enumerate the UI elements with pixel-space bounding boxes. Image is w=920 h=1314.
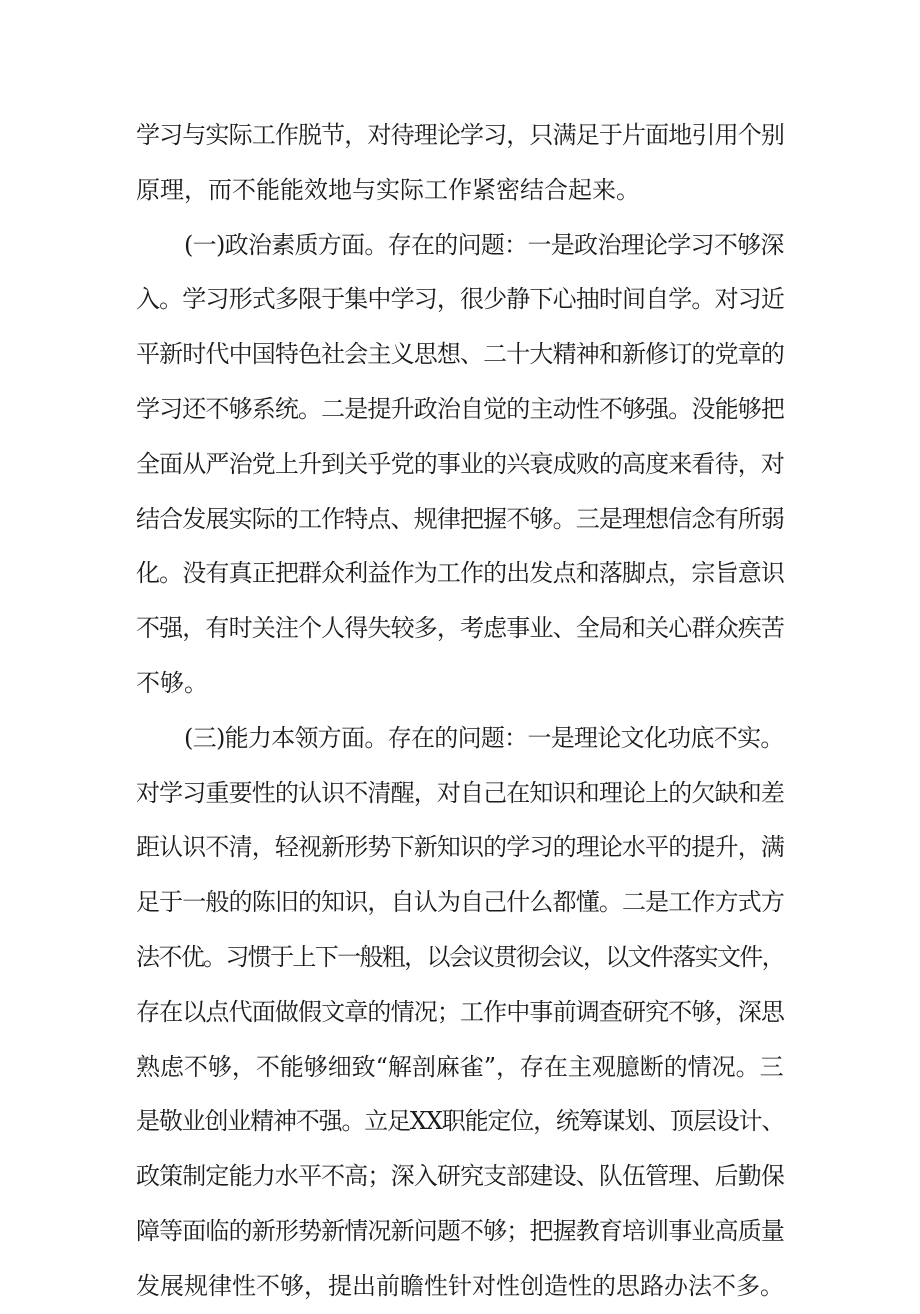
text-line: 平新时代中国特色社会主义思想、二十大精神和新修订的党章的 xyxy=(136,340,784,369)
text-line: 不强，有时关注个人得失较多，考虑事业、全局和关心群众疾苦 xyxy=(136,614,784,643)
text-line: 结合发展实际的工作特点、规律把握不够。三是理想信念有所弱 xyxy=(136,504,784,533)
text-line: 政策制定能力水平不高；深入研究支部建设、队伍管理、后勤保 xyxy=(136,1162,784,1191)
text-line: 障等面临的新形势新情况新问题不够；把握教育培训事业高质量 xyxy=(136,1216,784,1245)
text-line: 是敬业创业精神不强。立足XX职能定位，统筹谋划、顶层设计、 xyxy=(136,1107,785,1136)
text-line: 存在以点代面做假文章的情况；工作中事前调查研究不够，深思 xyxy=(136,997,784,1026)
document-body xyxy=(136,108,784,1314)
text-line: 学习还不够系统。二是提升政治自觉的主动性不够强。没能够把 xyxy=(136,394,784,423)
text-line: 学习与实际工作脱节，对待理论学习，只满足于片面地引用个别 xyxy=(136,121,784,149)
text-line: 熟虑不够，不能够细致“解剖麻雀”，存在主观臆断的情况。三 xyxy=(136,1052,784,1081)
text-line: 不够。 xyxy=(136,668,208,697)
text-line: 法不优。习惯于上下一般粗，以会议贯彻会议，以文件落实文件， xyxy=(136,942,784,971)
text-line: 化。没有真正把群众利益作为工作的出发点和落脚点，宗旨意识 xyxy=(136,559,784,588)
paragraph-start-line: (一)政治素质方面。存在的问题：一是政治理论学习不够深 xyxy=(184,230,784,259)
text-line: 距认识不清，轻视新形势下新知识的学习的理论水平的提升，满 xyxy=(136,833,784,862)
text-line: 对学习重要性的认识不清醒，对自己在知识和理论上的欠缺和差 xyxy=(136,778,784,807)
text-line: 原理，而不能能效地与实际工作紧密结合起来。 xyxy=(136,175,640,204)
text-line: 发展规律性不够，提出前瞻性针对性创造性的思路办法不多。 xyxy=(136,1271,784,1300)
text-line: 入。学习形式多限于集中学习，很少静下心抽时间自学。对习近 xyxy=(136,285,784,314)
text-line: 全面从严治党上升到关乎党的事业的兴衰成败的高度来看待，对 xyxy=(136,449,784,478)
paragraph-start-line: (三)能力本领方面。存在的问题：一是理论文化功底不实。 xyxy=(184,723,784,752)
text-line: 足于一般的陈旧的知识，自认为自己什么都懂。二是工作方式方 xyxy=(136,888,784,917)
